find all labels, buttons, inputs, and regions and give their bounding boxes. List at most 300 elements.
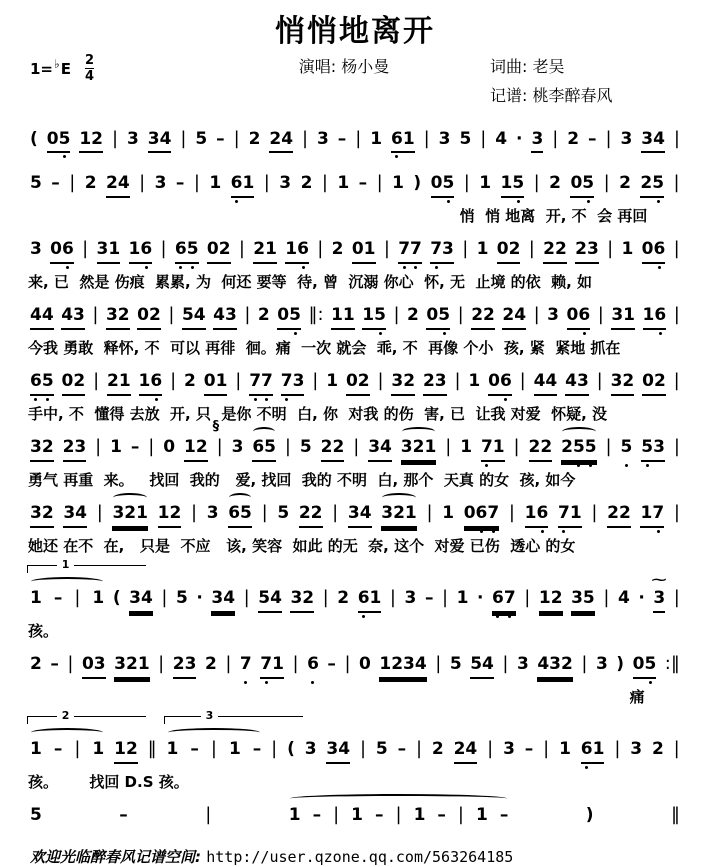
note-token — [621, 437, 633, 458]
barline: | — [423, 128, 430, 149]
barline: | — [415, 738, 423, 760]
note-char: 7 — [280, 371, 293, 392]
barline: | — [180, 128, 187, 149]
barline: | — [193, 172, 200, 194]
music-system — [0, 162, 710, 225]
barline: | — [508, 502, 515, 524]
note-token: 2 — [300, 173, 313, 194]
footer-url: http://user.qzone.qq.com/563264185 — [206, 847, 514, 866]
note-token: 65 — [252, 437, 276, 461]
barline: | — [92, 304, 99, 326]
note-char: 6 — [475, 503, 488, 524]
music-system — [0, 294, 710, 357]
note-token: ( — [287, 739, 295, 760]
note-token: · — [638, 588, 645, 609]
barline: | — [395, 804, 402, 826]
note-char: 0 — [641, 239, 654, 260]
barline: | — [139, 172, 146, 194]
note-char: 3 — [653, 437, 665, 458]
segno-icon: § — [212, 419, 220, 435]
notes-line — [28, 170, 682, 203]
note-char: 6 — [536, 503, 549, 524]
note-token: ) — [413, 173, 422, 194]
note-char: 6 — [578, 305, 591, 326]
note-token: 02 — [62, 371, 86, 395]
music-system — [0, 558, 710, 640]
barline: | — [210, 738, 217, 760]
note-token: 1 — [288, 805, 301, 826]
note-token: 32 — [391, 371, 415, 395]
note-token: 5 — [375, 739, 388, 760]
note-token — [260, 654, 284, 678]
note-char: 7 — [430, 239, 443, 260]
note-char: 6 — [150, 371, 163, 392]
note-char: 6 — [653, 239, 666, 260]
lyrics-line: 孩。 — [28, 621, 59, 640]
note-token: 5 — [175, 588, 188, 609]
note-token — [47, 129, 71, 153]
note-token: 3 — [630, 739, 643, 760]
ending-number: 3 — [201, 710, 219, 721]
barline: | — [480, 128, 487, 149]
note-token: 54 — [258, 588, 282, 612]
barline: | — [148, 436, 155, 458]
barline: | — [524, 587, 531, 609]
barline: | — [238, 238, 245, 260]
barline: | — [463, 172, 470, 194]
note-token: 22 — [543, 239, 567, 263]
note-char: 0 — [46, 129, 59, 149]
note-token: 5 — [277, 503, 290, 524]
note-token: 1 — [559, 739, 571, 760]
note-token: 43 — [61, 305, 85, 329]
note-char: 3 — [442, 239, 454, 260]
barline: | — [160, 238, 167, 260]
note-token: 3 — [206, 503, 219, 524]
note-token: 321 — [381, 503, 417, 527]
note-token — [570, 173, 594, 197]
barline: | — [317, 238, 324, 260]
lyrics-line: 来, 已 然是 伤痕 累累, 为 何还 要等 待, 曾 沉溺 你心 怀, 无 止境 的依 赖, 如 — [28, 272, 593, 291]
note-token: 24 — [502, 305, 526, 329]
note-token: 321 — [114, 654, 150, 678]
note-char: 6 — [580, 739, 593, 760]
credits-block — [490, 54, 680, 112]
barline: | — [441, 587, 449, 609]
barline: | — [543, 738, 550, 760]
note-char: 5 — [572, 437, 585, 458]
note-token: 3 — [231, 437, 244, 458]
barline: | — [96, 502, 103, 524]
note-char: 7 — [503, 588, 516, 609]
note-token: 12 — [539, 588, 563, 612]
note-token: 0 — [163, 437, 176, 458]
barline: | — [261, 502, 268, 524]
note-token: 2 — [331, 239, 344, 260]
note-token: 24 — [454, 739, 478, 763]
note-token: 2 — [257, 305, 270, 326]
note-token: 02 — [642, 371, 666, 395]
note-token: 22 — [607, 503, 631, 527]
note-char: 5 — [584, 437, 597, 458]
note-char: 0 — [426, 305, 439, 326]
note-token — [391, 129, 415, 153]
note-token: ) — [616, 654, 625, 675]
note-token: 3 — [620, 129, 633, 149]
barline: | — [581, 653, 588, 675]
note-char: 5 — [289, 305, 301, 326]
barline: | — [673, 436, 680, 458]
note-token: – — [252, 739, 262, 760]
note-token: 2 — [549, 173, 562, 194]
note-char: 6 — [492, 588, 504, 609]
note-token: 22 — [299, 503, 323, 527]
note-token: 3 — [531, 129, 543, 153]
note-char: 0 — [570, 173, 583, 194]
note-token: 44 — [30, 305, 54, 329]
note-token: 1 — [370, 129, 383, 149]
note-token: – — [130, 437, 140, 458]
notes-line — [28, 236, 682, 269]
note-token — [362, 305, 386, 329]
note-token — [430, 239, 454, 263]
note-char: 5 — [652, 173, 665, 194]
barline: | — [462, 238, 469, 260]
note-char: 5 — [438, 305, 451, 326]
note-token: 2 — [431, 739, 444, 760]
key-note: E — [60, 59, 71, 78]
music-system — [0, 492, 710, 555]
note-token: · — [196, 588, 203, 609]
barline: | — [344, 653, 351, 675]
lyrics-line: 悄 悄 地离 开, 不 会 再回 — [459, 206, 648, 225]
barline: | — [673, 738, 680, 760]
note-token — [50, 239, 74, 263]
note-token: 34 — [63, 503, 87, 527]
barline: | — [359, 738, 367, 760]
note-token: 34 — [368, 437, 392, 461]
note-token: – — [175, 173, 185, 194]
barline: | — [673, 128, 680, 149]
barline: | — [333, 804, 340, 826]
music-system — [0, 643, 710, 706]
note-token: 3 ~ — [653, 588, 665, 612]
note-token: 3 — [126, 129, 139, 149]
note-token: 1 — [442, 503, 455, 524]
music-system — [0, 118, 710, 159]
note-token: 43 — [565, 371, 589, 395]
note-token: 1 — [166, 739, 179, 760]
note-char: 1 — [402, 129, 415, 149]
note-token: 1 — [209, 173, 222, 194]
barline: ‖ — [671, 804, 680, 826]
note-token: · — [477, 588, 484, 609]
note-token: – — [53, 739, 63, 760]
note-token: 34 — [148, 129, 172, 153]
note-token: – — [190, 739, 199, 760]
note-char: 7 — [398, 239, 411, 260]
note-token: ) — [585, 805, 594, 826]
note-token: 31 — [97, 239, 121, 263]
meter-denominator: 4 — [84, 68, 94, 84]
note-token: 1 — [30, 739, 42, 760]
barline: | § — [212, 419, 223, 458]
note-char: 0 — [488, 371, 500, 392]
note-token: 5 — [30, 805, 42, 826]
note-token: 22 — [529, 437, 553, 461]
barline: | — [673, 370, 680, 392]
barline: :‖ — [664, 653, 680, 675]
note-token: 01 — [352, 239, 376, 263]
note-token: 2 — [84, 173, 97, 194]
note-token — [641, 437, 665, 461]
note-token: 34 — [641, 129, 665, 153]
lyrics-line: 今我 勇敢 释怀, 不 可以 再徘 徊。痛 一次 就会 乖, 不 再像 个小 孩, 紧 紧地 抓在 — [28, 338, 621, 357]
note-char: 1 — [128, 239, 141, 260]
note-token: – — [437, 805, 446, 826]
barline: | — [302, 128, 309, 149]
note-token: 32 — [30, 503, 54, 527]
ending-2-bracket-group — [30, 709, 105, 761]
note-token: 2 — [30, 654, 42, 675]
note-token — [501, 173, 525, 197]
note-char: 3 — [292, 371, 305, 392]
note-token: 23 — [63, 437, 87, 461]
barline: | — [673, 304, 680, 326]
note-token: 3 — [30, 239, 42, 260]
note-token: 23 — [575, 239, 599, 263]
note-token — [129, 239, 153, 263]
note-token: 02 — [497, 239, 521, 263]
note-char: 1 — [500, 173, 513, 194]
note-token: 2 — [651, 739, 664, 760]
music-system — [0, 419, 710, 489]
note-token: 1 — [337, 173, 350, 194]
note-token: – — [588, 129, 597, 149]
notes-line — [28, 802, 682, 833]
note-char: 1 — [642, 305, 655, 326]
note-token: 2 — [407, 305, 419, 326]
barline: | — [533, 304, 540, 326]
note-token: 44 — [534, 371, 558, 395]
barline: | — [170, 370, 177, 392]
note-token: 22 — [321, 437, 345, 461]
note-char: 5 — [644, 654, 657, 675]
barline: | — [271, 738, 278, 760]
note-token — [464, 503, 500, 527]
note-token: 1 — [413, 805, 426, 826]
note-char: 0 — [566, 305, 579, 326]
note-token: – — [424, 588, 434, 609]
note-char: 5 — [41, 371, 54, 392]
music-system — [0, 228, 710, 291]
note-token — [249, 371, 273, 395]
note-char: 5 — [641, 437, 654, 458]
footer-text: 欢迎光临醉春风记谱空间: — [30, 847, 207, 866]
note-token: 34 — [211, 588, 235, 612]
notes-line — [28, 651, 682, 684]
note-token: 3 — [438, 129, 451, 149]
ending-3-bracket-group — [166, 709, 262, 761]
note-token: ( — [30, 129, 38, 149]
note-token: 12 — [184, 437, 208, 461]
barline: | — [533, 172, 540, 194]
barline: | — [74, 738, 81, 760]
note-token: 12 — [158, 503, 182, 527]
note-token: 32 — [290, 588, 314, 612]
barline: | — [673, 172, 680, 194]
lyrics-line: 手中, 不 懂得 去放 开, 只 是你 不明 白, 你 对我 的伤 害, 已 让我 对爱 怀疑, 没 — [28, 404, 608, 423]
note-token: · — [516, 129, 523, 149]
barline: | — [673, 238, 680, 260]
note-token: – — [524, 739, 534, 760]
note-token: 5 — [30, 173, 42, 194]
note-token: 02 — [137, 305, 161, 329]
lyrics-line: 痛 — [629, 687, 645, 706]
note-char: 5 — [186, 239, 199, 260]
note-char: 1 — [492, 437, 505, 458]
note-token: 5 — [299, 437, 312, 458]
note-char: 5 — [582, 173, 595, 194]
note-token — [642, 239, 666, 263]
barline: | — [161, 587, 168, 609]
note-char: 1 — [592, 739, 605, 760]
note-token: – — [375, 805, 384, 826]
time-signature — [85, 54, 94, 83]
barline: | — [487, 738, 494, 760]
barline: | — [591, 502, 598, 524]
barline: | — [69, 172, 76, 194]
note-token: 1 — [326, 371, 339, 392]
barline: | — [190, 502, 198, 524]
barline: | — [158, 653, 165, 675]
composer-credit: 词曲: 老吴 — [490, 57, 565, 76]
note-token: 43 — [213, 305, 237, 329]
note-token: 24 — [106, 173, 130, 197]
note-char: 2 — [561, 437, 573, 458]
note-token: – — [499, 805, 509, 826]
note-token — [492, 588, 516, 612]
barline: | — [263, 172, 270, 194]
note-token: – — [358, 173, 368, 194]
note-token: 54 — [470, 654, 494, 678]
note-token: – — [119, 805, 128, 826]
barline: | — [597, 304, 604, 326]
note-char: 0 — [632, 654, 645, 675]
note-char: 1 — [369, 588, 382, 609]
note-token: 2 — [184, 371, 196, 392]
note-token: 02 — [207, 239, 231, 263]
note-token — [358, 588, 382, 612]
note-token: 1 — [30, 588, 42, 609]
note-token: 3 — [317, 129, 329, 149]
note-token — [431, 173, 455, 197]
note-token: 35 — [571, 588, 595, 612]
note-token: 54 — [182, 305, 206, 329]
note-token: 321 — [401, 437, 437, 461]
note-char: 1 — [242, 173, 255, 194]
barline: | — [457, 804, 464, 826]
barline: | — [393, 304, 400, 326]
score — [0, 116, 710, 833]
note-token: – — [397, 739, 407, 760]
note-char: 5 — [58, 129, 71, 149]
note-token: 34 — [129, 588, 153, 612]
song-title: 悄悄地离开 — [275, 14, 435, 49]
note-token: 1 — [621, 239, 634, 260]
note-token: 11 — [331, 305, 355, 329]
note-token — [175, 239, 199, 263]
barline: | — [603, 587, 610, 609]
barline: | — [377, 370, 384, 392]
barline: | — [426, 502, 433, 524]
lyrics-line: 勇气 再重 来。 找回 我的 爱, 找回 我的 不明 白, 那个 天真 的女 孩, 如今 — [28, 470, 576, 489]
note-token: 3 — [404, 588, 417, 609]
lyrics-line: 孩。 找回 D.S 孩。 — [28, 772, 189, 791]
note-char: 7 — [487, 503, 500, 524]
barline: | — [111, 128, 119, 149]
note-token: 24 — [269, 129, 293, 153]
barline: | — [383, 238, 390, 260]
note-token — [488, 371, 512, 395]
barline: | — [513, 436, 520, 458]
note-token: – — [327, 654, 336, 675]
barline: | — [502, 653, 509, 675]
music-system — [0, 794, 710, 833]
note-token — [285, 239, 309, 263]
note-token: 3 — [516, 654, 529, 675]
note-char: 1 — [272, 654, 284, 675]
notes-line — [28, 126, 682, 159]
note-token: 3 — [304, 739, 317, 760]
note-token: 32 — [106, 305, 130, 329]
note-token — [581, 739, 605, 763]
note-token — [30, 371, 54, 395]
note-token — [643, 305, 667, 329]
flat-icon: ♭ — [54, 56, 60, 71]
note-token: 5 — [449, 654, 462, 675]
barline: ‖: — [308, 304, 324, 326]
note-token: 1 — [476, 805, 488, 826]
notes-line — [28, 419, 682, 467]
note-token: 1 — [468, 371, 481, 392]
note-token: 5 — [195, 129, 208, 149]
note-char: 1 — [138, 371, 151, 392]
barline: | — [93, 370, 100, 392]
barline: | — [225, 653, 232, 675]
note-token: 3 — [279, 173, 292, 194]
note-token: 03 — [82, 654, 106, 678]
note-char: 1 — [285, 239, 298, 260]
barline: | — [235, 370, 242, 392]
barline: | — [243, 587, 250, 609]
note-token: 4 — [617, 588, 630, 609]
note-char: 6 — [62, 239, 74, 260]
note-char: 5 — [442, 173, 455, 194]
note-char: 5 — [374, 305, 386, 326]
note-char: 6 — [30, 371, 42, 392]
barline: | — [603, 172, 610, 194]
barline: | — [67, 653, 74, 675]
barline: | — [528, 238, 535, 260]
meta-row — [0, 52, 710, 116]
note-token — [525, 503, 549, 527]
barline: | — [233, 128, 240, 149]
barline: | — [322, 587, 329, 609]
note-token: 1 — [456, 588, 469, 609]
barline: | — [389, 587, 396, 609]
note-token: – — [216, 129, 225, 149]
